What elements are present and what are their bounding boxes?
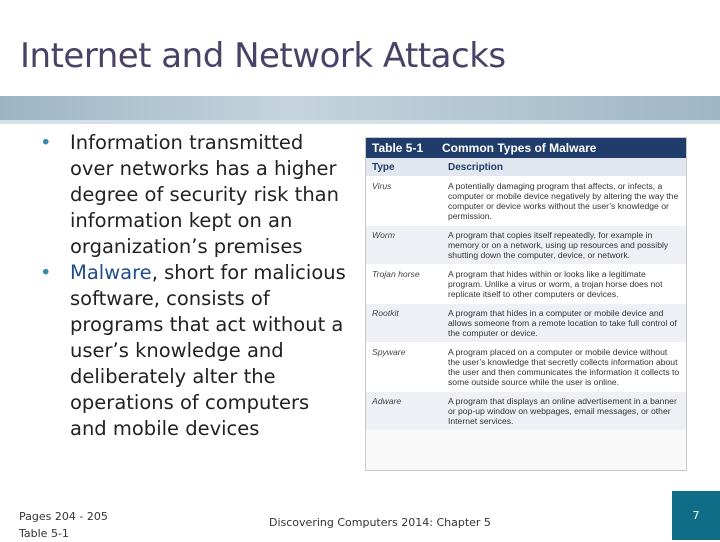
bullet-item: [32, 130, 352, 260]
row-type: Adware: [372, 396, 402, 406]
table-title: Common Types of Malware: [442, 141, 597, 155]
row-description: A program that displays an online advertisement in a banner or pop-up window on webpages, email messages, or other Internet services.: [448, 396, 677, 426]
row-description: A program that hides in a computer or mobile device and allows someone from a remote location to take full control of the computer or device.: [448, 308, 677, 338]
table-number: Table 5-1: [372, 141, 424, 155]
row-description: A program placed on a computer or mobile device without the user’s knowledge that secretly collects information about the user and then communicates the information it collects to some outside source while the user is online.: [448, 347, 680, 387]
column-header-description: Description: [448, 161, 504, 173]
row-type: Virus: [372, 181, 392, 191]
bullet-text: Information transmitted over networks has a higher degree of security risk than information kept on an organization’s premises: [70, 131, 339, 258]
slide-title: Internet and Network Attacks: [20, 36, 506, 76]
bullet-text: , short for malicious software, consists of programs that act without a user’s knowledge and deliberately alter the operations of computers and mobile devices: [70, 261, 346, 440]
row-type: Worm: [372, 230, 395, 240]
row-description: A program that copies itself repeatedly, for example in memory or on a network, using up resources and possibly shutting down the computer, device, or network.: [448, 230, 669, 260]
footer-reference: [19, 508, 108, 542]
table-row: [366, 303, 686, 342]
table-row: [366, 342, 686, 391]
row-type: Spyware: [372, 347, 406, 357]
table-row: [366, 391, 686, 430]
bullet-list: [32, 130, 352, 442]
footer-book-title: Discovering Computers 2014: Chapter 5: [269, 516, 491, 529]
title-band-line: [0, 120, 720, 124]
bullet-item: [32, 260, 352, 442]
footer-table-ref: Table 5-1: [19, 527, 69, 540]
table-title-bar: [366, 138, 686, 158]
row-type: Trojan horse: [372, 269, 420, 279]
page-number: 7: [692, 509, 700, 522]
bullet-icon: •: [40, 261, 52, 284]
table-row: [366, 176, 686, 225]
column-header-type: Type: [372, 161, 395, 173]
row-description: A program that hides within or looks like a legitimate program. Unlike a virus or worm, a trojan horse does not replicate itself to other computers or devices.: [448, 269, 663, 299]
page-number-box: [672, 491, 720, 540]
table-body: [366, 176, 686, 430]
row-type: Rootkit: [372, 308, 399, 318]
table-row: [366, 225, 686, 264]
table-row: [366, 264, 686, 303]
footer-pages: Pages 204 - 205: [19, 510, 108, 523]
malware-term: Malware: [70, 261, 152, 284]
table-column-headers: [366, 158, 686, 176]
title-band: [0, 96, 720, 120]
bullet-icon: •: [40, 131, 52, 154]
malware-table: [365, 137, 687, 471]
row-description: A potentially damaging program that affects, or infects, a computer or mobile device negatively by altering the way the computer or device works without the user’s knowledge or permission.: [448, 181, 679, 221]
